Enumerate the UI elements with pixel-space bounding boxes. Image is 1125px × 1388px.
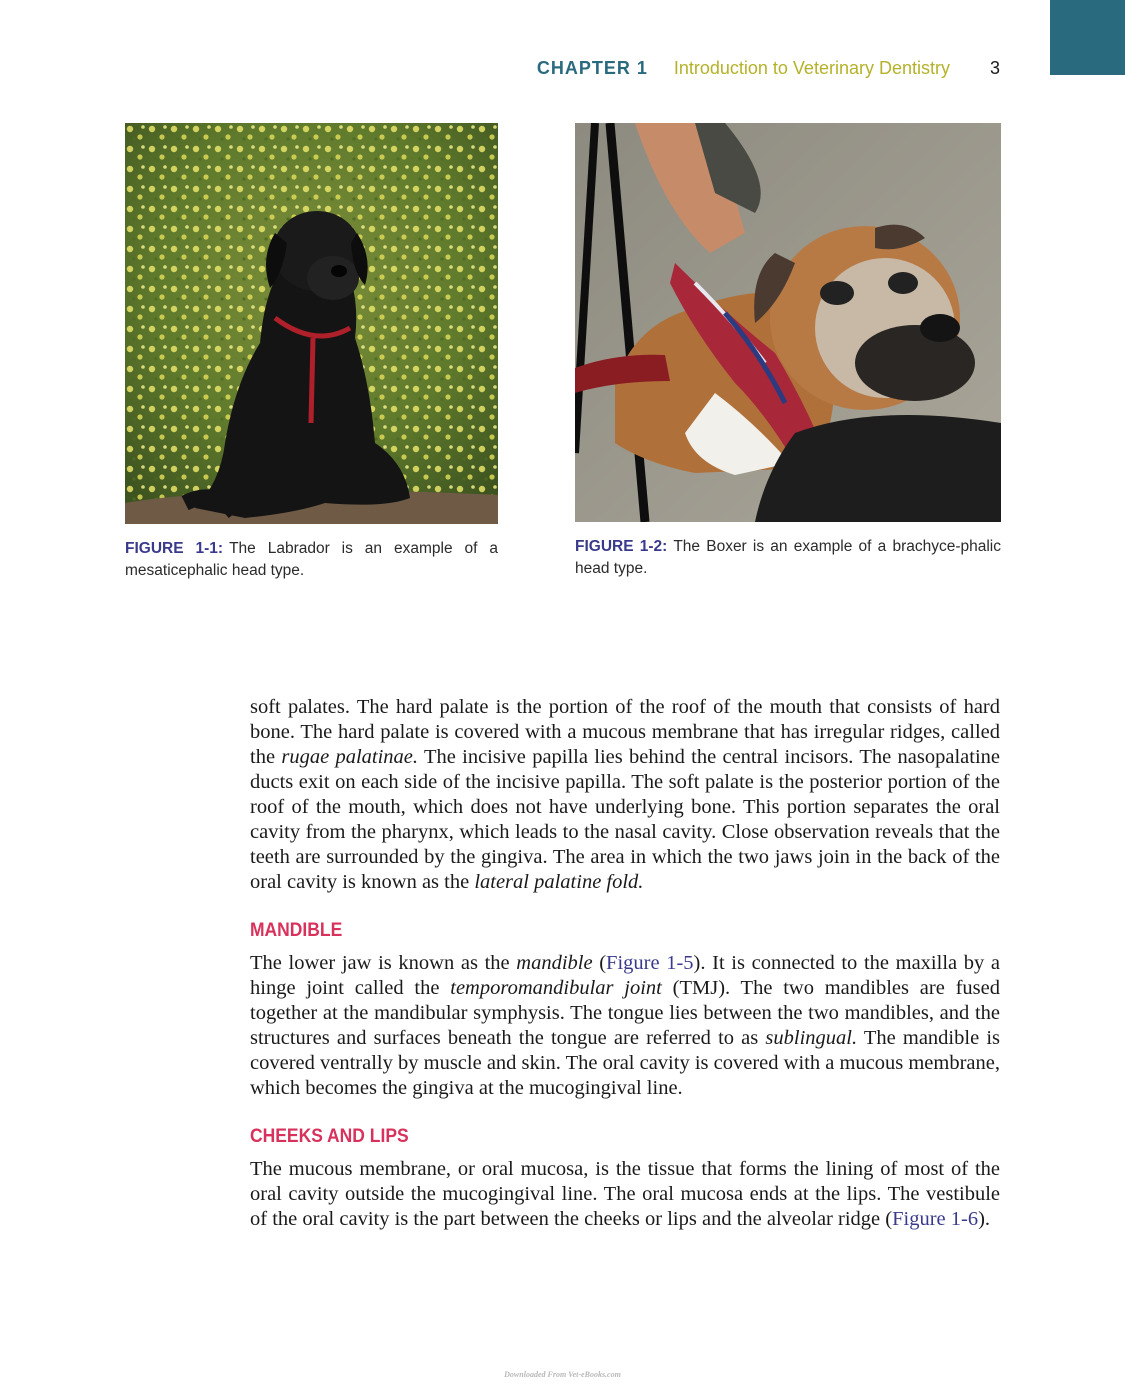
- paragraph: [250, 1157, 1000, 1232]
- chapter-label: CHAPTER 1: [536, 58, 648, 78]
- text-run: soft palates. The hard palate is the portion of the roof of the mouth that consists of hard bone. The hard palate is covered with a mucous membrane that has irregular ridges, called the: [250, 696, 1000, 768]
- figure-1-1: [125, 123, 498, 582]
- figure-caption-text: The Boxer is an example of a brachyce-phalic head type.: [575, 538, 1002, 577]
- figure-cross-reference-link[interactable]: Figure 1-5: [606, 952, 694, 974]
- figure-caption: [575, 536, 1001, 580]
- italic-term: sublingual.: [765, 1027, 858, 1049]
- italic-term: lateral palatine fold.: [474, 871, 644, 893]
- text-run: ).: [978, 1208, 991, 1230]
- body-text: [250, 695, 1000, 1232]
- text-run: The mandible is covered ventrally by muscle and skin. The oral cavity is covered with a mucous membrane, which becomes the gingiva at the mucogingival line.: [250, 1027, 1000, 1099]
- text-run: The incisive papilla lies behind the central incisors. The nasopalatine ducts exit on each side of the incisive papilla. The soft palate is the posterior portion of the roof of the mouth, which does not have underlying bone. This portion separates the oral cavity from the pharynx, which leads to the nasal cavity. Close observation reveals that the teeth are surrounded by the gingiva. The area in which the two jaws join in the back of the oral cavity is known as the: [250, 746, 1000, 893]
- chapter-corner-tab: [1050, 0, 1125, 75]
- figure-1-2: [575, 123, 1001, 580]
- italic-term: rugae palatinae.: [281, 746, 419, 768]
- figure-label: FIGURE 1-1:: [125, 540, 224, 557]
- figure-cross-reference-link[interactable]: Figure 1-6: [892, 1208, 979, 1230]
- text-run: (TMJ). The two mandibles are fused together at the mandibular symphysis. The tongue lies between the two mandibles, and the structures and surfaces beneath the tongue are referred to as: [250, 977, 1000, 1049]
- download-footer: Downloaded From Vet-eBooks.com: [504, 1370, 621, 1379]
- figure-caption-text: The Labrador is an example of a mesaticephalic head type.: [125, 540, 498, 579]
- boxer-dog-photo: [575, 123, 1001, 522]
- black-labrador-dog-photo: [125, 123, 498, 524]
- figure-label: FIGURE 1-2:: [575, 538, 668, 555]
- section-heading-mandible: MANDIBLE: [250, 920, 343, 941]
- italic-term: mandible: [516, 952, 593, 974]
- paragraph: [250, 695, 1000, 895]
- section-heading-cheeks-and-lips: CHEEKS AND LIPS: [250, 1126, 409, 1147]
- page-number: 3: [989, 58, 1000, 78]
- paragraph: [250, 951, 1000, 1101]
- text-run: The mucous membrane, or oral mucosa, is the tissue that forms the lining of most of the oral cavity outside the mucogingival line. The oral mucosa ends at the lips. The vestibule of the oral cavity is the part between the cheeks or lips and the alveolar ridge (: [250, 1158, 1000, 1230]
- text-run: ). It is connected to the maxilla by a hinge joint called the: [250, 952, 1001, 999]
- text-run: (: [592, 952, 607, 974]
- running-head: [537, 58, 1000, 80]
- italic-term: temporomandibular joint: [450, 977, 662, 999]
- chapter-title: Introduction to Veterinary Dentistry: [673, 58, 950, 78]
- text-run: The lower jaw is known as the: [250, 952, 517, 974]
- figure-caption: [125, 538, 498, 582]
